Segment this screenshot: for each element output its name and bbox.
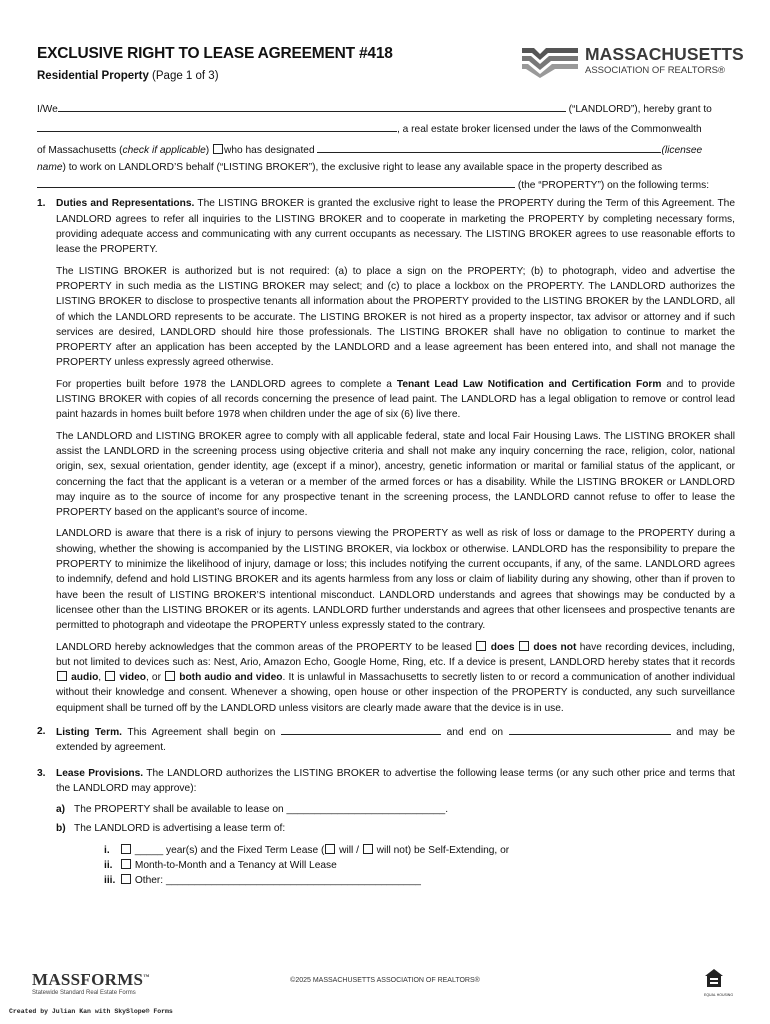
- section-2-heading: Listing Term.: [56, 726, 122, 738]
- subtitle-property-type: Residential Property: [37, 70, 149, 82]
- audio-label: audio: [71, 672, 99, 684]
- will-checkbox[interactable]: [325, 844, 335, 854]
- section-1: [37, 196, 735, 716]
- section-3: [37, 766, 735, 797]
- landlord-name-field[interactable]: [58, 101, 566, 112]
- logo-subtitle: ASSOCIATION OF REALTORS®: [585, 65, 726, 76]
- created-by-note: Created by Julian Kan with SkySlope® Forms: [9, 1008, 173, 1015]
- massforms-tm: ™: [143, 974, 150, 981]
- section-3-text: [56, 766, 735, 797]
- page-indicator: (Page 1 of 3): [152, 70, 219, 82]
- p6-text-b: have recording devices, including, but not limited to devices such as: Nest, Ario, Amazon Echo, Google Home, Ring, etc. If a device is present, LANDLORD hereby states that it records: [56, 641, 735, 668]
- section-1-number: 1.: [37, 198, 46, 210]
- item-i-will-not: will not) be Self-Extending, or: [373, 844, 510, 856]
- section-2: [37, 724, 735, 756]
- lease-term-iii: [104, 873, 735, 888]
- item-a-label: a): [56, 804, 66, 816]
- section-1-para-4: The LANDLORD and LISTING BROKER agree to comply with all applicable federal, state and local Fair Housing Laws. The LISTING BROKER shall assist the LANDLORD in the screening process using objective criteria and shall not make any inquiry concerning the race, religion, color, national origin, sex, sexual orientation, gender identity, age (except if a minor), ancestry, genetic information or marital or familial status of the applicant, or concerning the fact that the applicant is a veteran or a member of the armed forces or has a disability. While the LISTING BROKER or LANDLORD may inquire as to the source of income for any prospective tenant in the screening process, the LANDLORD cannot refuse to offer to lease the PROPERTY based on the applicant’s source of income.: [56, 430, 735, 519]
- equal-housing-logo: [704, 968, 734, 997]
- section-1-para-3: [56, 377, 735, 423]
- intro-line-3: [37, 142, 735, 158]
- to-work-text: ) to work on LANDLORD’S behalf (“LISTING BROKER”), the exclusive right to lease any available space in the property described as: [62, 161, 663, 173]
- item-ii-label: ii.: [104, 859, 113, 871]
- intro-line-5: [37, 177, 735, 193]
- paren-close: ): [205, 144, 212, 156]
- designated-checkbox[interactable]: [213, 144, 223, 154]
- massforms-text: MASSFORMS: [32, 970, 144, 989]
- does-not-checkbox[interactable]: [519, 641, 529, 651]
- landlord-grant-text: (“LANDLORD”), hereby grant to: [568, 104, 712, 115]
- property-terms-text: (the “PROPERTY”) on the following terms:: [517, 180, 710, 192]
- section-2-b: and end on: [441, 726, 509, 738]
- item-i-text-a: _____ year(s) and the Fixed Term Lease (: [132, 844, 325, 856]
- property-address-field[interactable]: [37, 177, 515, 188]
- item-b-text: The LANDLORD is advertising a lease term of:: [74, 823, 286, 835]
- both-label: both audio and video: [179, 672, 283, 684]
- broker-name-field[interactable]: [37, 121, 397, 132]
- both-checkbox[interactable]: [165, 671, 175, 681]
- copyright-notice: ©2025 MASSACHUSETTS ASSOCIATION OF REALTORS®: [290, 977, 480, 984]
- equal-housing-label: EQUAL HOUSING: [704, 993, 734, 997]
- fixed-term-checkbox[interactable]: [121, 844, 131, 854]
- intro-line-4: [37, 160, 735, 175]
- section-1-heading: Duties and Representations.: [56, 198, 195, 210]
- item-b-label: b): [56, 823, 66, 835]
- logo-name: MASSACHUSETTS: [585, 44, 744, 64]
- item-ii-text: Month-to-Month and a Tenancy at Will Lease: [132, 859, 337, 871]
- mar-logo: [522, 44, 744, 78]
- other-checkbox[interactable]: [121, 874, 131, 884]
- does-not-label: does not: [533, 641, 577, 653]
- item-a-text: The PROPERTY shall be available to lease on ____________________________.: [74, 804, 449, 816]
- check-if-applicable-text: check if applicable: [122, 144, 206, 156]
- iwe-label: I/We: [37, 104, 58, 115]
- video-checkbox[interactable]: [105, 671, 115, 681]
- section-2-c: and may be extended by agreement.: [56, 726, 735, 754]
- section-1-para-5: LANDLORD is aware that there is a risk of injury to persons viewing the PROPERTY as well as risk of loss or damage to the PROPERTY during a showing, whether the showing is accompanied by the LISTING BROKER, via lockbox or otherwise. LANDLORD has the responsibility to prepare the PROPERTY to minimize the likelihood of injury, damage or loss; this includes notifying the current occupants, if any, of the same. LANDLORD agrees to indemnify, defend and hold LISTING BROKER and its agents harmless from any loss or claim of liability during any showing, other than if proven to have been the result of LISTING BROKER’S intentional misconduct. LANDLORD understands and agrees that showings may be conducted by a licensee other than the LISTING BROKER or its agents. LANDLORD further understands and agrees that other licensees and prospective tenants are permitted to photograph and videotape the PROPERTY unless expressly stated to the contrary.: [56, 528, 735, 632]
- section-2-a: This Agreement shall begin on: [121, 726, 282, 738]
- section-1-para-6: LANDLORD hereby acknowledges that the common areas of the PROPERTY to be leased does does not have recording devices, including, but not limited to devices such as: Nest, Ario, Amazon Echo, Google Home, Ring, etc. If a device is present, LANDLORD hereby states that it records audio, video, or both audio and video. It is unlawful in Massachusetts to secretly listen to or record a communication of another individual without their knowledge and consent. Whenever a showing, open house or other inspection of the PROPERTY is conducted, any such surveillance equipment shall be turned off by the LANDLORD unless visitors are clearly made aware that the device is in use.: [56, 641, 735, 714]
- item-iii-label: iii.: [104, 874, 116, 886]
- section-2-text: [56, 724, 735, 756]
- section-1-para-1: [56, 196, 735, 257]
- section-3-heading: Lease Provisions.: [56, 767, 144, 779]
- document-subtitle: [37, 70, 219, 82]
- massforms-tagline: Statewide Standard Real Estate Forms: [32, 990, 136, 996]
- lease-item-a: [56, 802, 735, 817]
- licensee-name-field[interactable]: [317, 142, 661, 153]
- item-iii-text: Other: _____________________________________________: [132, 874, 421, 886]
- section-2-number: 2.: [37, 725, 46, 737]
- audio-checkbox[interactable]: [57, 671, 67, 681]
- intro-line-2: [37, 121, 735, 137]
- p6-or: , or: [145, 672, 165, 684]
- broker-licensed-text: , a real estate broker licensed under the laws of the Commonwealth: [397, 124, 702, 136]
- mar-logo-mark-icon: [522, 44, 578, 78]
- p3-text-b: and to provide LISTING BROKER with copies of all records concerning the presence of lead paint. The LANDLORD has a legal obligation to remove or control lead paint hazards in homes built before 1978 when children under the age of six (6) live there.: [56, 378, 735, 421]
- p6-text-a: LANDLORD hereby acknowledges that the common areas of the PROPERTY to be leased: [56, 641, 476, 653]
- does-checkbox[interactable]: [476, 641, 486, 651]
- item-i-will: will /: [336, 844, 362, 856]
- document-title: EXCLUSIVE RIGHT TO LEASE AGREEMENT #418: [37, 45, 393, 62]
- section-1-para-2: The LISTING BROKER is authorized but is not required: (a) to place a sign on the PROPERTY; (b) to photograph, video and advertise the PROPERTY in such media as the LISTING BROKER may select; and (c) to place a lockbox on the PROPERTY. The LANDLORD authorizes the LISTING BROKER to disclose to prospective tenants all information about the PROPERTY provided to the LISTING BROKER by the LANDLORD, all of which the LANDLORD represents to be accurate. The LISTING BROKER is not hired as a property inspector, tax advisor or attorney and if such services are desired, LANDLORD should hire those professionals. The LISTING BROKER shall have no obligation to continue to market the PROPERTY after an application has been accepted by the LANDLORD and a lease agreement has been entered into, and shall not manage the PROPERTY unless expressly agreed otherwise.: [56, 265, 735, 369]
- item-i-label: i.: [104, 844, 110, 856]
- section-3-number: 3.: [37, 767, 46, 779]
- agreement-body: [37, 101, 735, 888]
- name-label: name: [37, 161, 63, 173]
- section-1-p1-text: The LISTING BROKER is granted the exclusive right to lease the PROPERTY during the Term of this Agreement. The LANDLORD agrees to refer all inquiries to the LISTING BROKER and to cooperate in marketing the PROPERTY by completing necessary forms, providing adequate access and communicating with any current occupants as necessary. The LISTING BROKER agrees to use reasonable efforts to lease the PROPERTY.: [56, 198, 736, 256]
- does-label: does: [490, 641, 515, 653]
- p3-text-a: For properties built before 1978 the LANDLORD agrees to complete a: [56, 378, 397, 390]
- intro-line-1: [37, 101, 735, 117]
- lease-item-b: [56, 821, 735, 836]
- month-to-month-checkbox[interactable]: [121, 859, 131, 869]
- equal-housing-house-icon: [704, 968, 724, 988]
- listing-end-date-field[interactable]: [509, 724, 671, 735]
- section-3-body: The LANDLORD authorizes the LISTING BROKER to advertise the following lease terms (or any such other price and terms that the LANDLORD may approve):: [56, 767, 735, 794]
- lease-term-i: [104, 843, 735, 858]
- of-mass-text: of Massachusetts (: [37, 144, 123, 156]
- lease-term-ii: [104, 858, 735, 873]
- licensee-label: (licensee: [661, 144, 703, 156]
- listing-start-date-field[interactable]: [281, 724, 441, 735]
- p6-text-c: . It is unlawful in Massachusetts to secretly listen to or record a communication of another individual without their knowledge and consent. Whenever a showing, open house or other inspection of the PROPERTY is conducted, any such surveillance equipment shall be turned off by the LANDLORD unless visitors are clearly made aware that the device is in use.: [56, 672, 735, 714]
- will-not-checkbox[interactable]: [363, 844, 373, 854]
- lead-law-form-name: Tenant Lead Law Notification and Certification Form: [396, 378, 662, 390]
- who-designated-text: who has designated: [223, 144, 315, 156]
- video-label: video: [119, 672, 146, 684]
